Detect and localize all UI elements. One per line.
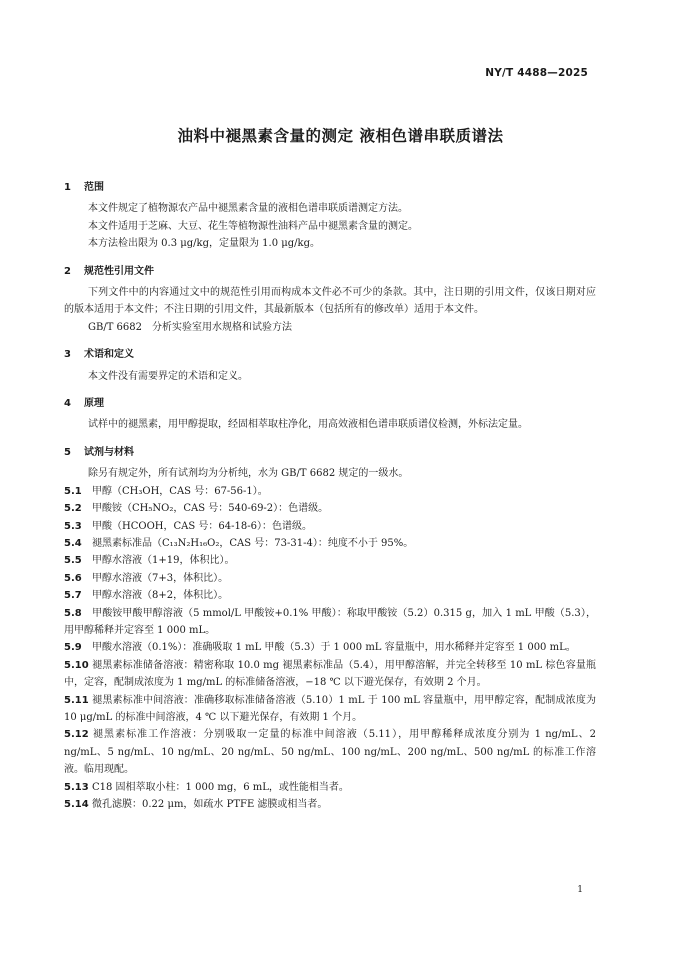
item-number: 5.6 xyxy=(64,572,82,584)
terms-paragraph: 本文件没有需要界定的术语和定义。 xyxy=(88,370,248,382)
item-text: 甲酸铵（CH₅NO₂，CAS 号：540-69-2）：色谱级。 xyxy=(92,503,329,515)
item-text: 褪黑素标准工作溶液：分别吸取一定量的标准中间溶液（5.11），用甲醇稀释成浓度分别为 1 ng/mL、2 ng/mL、5 ng/mL、10 ng/mL、20 ng/mL、50 ng/mL、100 ng/mL、200 ng/mL、500 ng/mL 的标准工作溶液。临用现配。 xyxy=(64,729,596,776)
reagent-item xyxy=(64,605,596,640)
reagent-item xyxy=(64,639,596,656)
reagents-paragraph: 除另有规定外，所有试剂均为分析纯，水为 GB/T 6682 规定的一级水。 xyxy=(88,468,409,480)
item-number: 5.13 xyxy=(64,781,89,793)
item-text: 甲酸（HCOOH，CAS 号：64-18-6）：色谱级。 xyxy=(92,520,312,532)
item-number: 5.12 xyxy=(64,729,89,741)
section-number: 2 xyxy=(64,265,71,277)
reagent-item xyxy=(64,535,596,552)
section-heading-principle xyxy=(64,395,596,412)
item-text: 褪黑素标准品（C₁₃N₂H₁₆O₂，CAS 号：73-31-4）：纯度不小于 95%。 xyxy=(92,537,414,549)
section-heading-normative-references xyxy=(64,263,596,280)
reagent-item xyxy=(64,500,596,517)
scope-paragraph: 本文件适用于芝麻、大豆、花生等植物源性油料产品中褪黑素含量的测定。 xyxy=(88,220,418,232)
item-number: 5.1 xyxy=(64,485,82,497)
section-title: 术语和定义 xyxy=(84,349,134,361)
item-number: 5.9 xyxy=(64,642,82,654)
document-body xyxy=(64,176,596,813)
standard-code: NY/T 4488—2025 xyxy=(485,67,588,79)
item-number: 5.2 xyxy=(64,503,82,515)
reagent-item xyxy=(64,552,596,569)
item-number: 5.14 xyxy=(64,799,89,810)
reagent-item xyxy=(64,483,596,500)
section-heading-reagents xyxy=(64,444,596,461)
section-heading-scope xyxy=(64,179,596,196)
reagent-item xyxy=(64,692,596,727)
principle-paragraph: 试样中的褪黑素，用甲醇提取，经固相萃取柱净化，用高效液相色谱串联质谱仪检测，外标法定量。 xyxy=(88,419,528,431)
scope-paragraph: 本文件规定了植物源农产品中褪黑素含量的液相色谱串联质谱测定方法。 xyxy=(88,203,408,215)
item-text: 甲醇水溶液（7+3，体积比）。 xyxy=(92,572,229,584)
item-text: C18 固相萃取小柱：1 000 mg，6 mL，或性能相当者。 xyxy=(92,781,349,793)
reference-entry: GB/T 6682 分析实验室用水规格和试验方法 xyxy=(88,321,293,333)
section-title: 规范性引用文件 xyxy=(84,265,154,277)
item-text: 甲醇水溶液（8+2，体积比）。 xyxy=(92,590,229,602)
section-title: 范围 xyxy=(84,182,104,193)
scope-paragraph: 本方法检出限为 0.3 μg/kg，定量限为 1.0 μg/kg。 xyxy=(88,238,320,250)
section-number: 4 xyxy=(64,398,71,410)
section-number: 1 xyxy=(64,182,71,193)
section-title: 试剂与材料 xyxy=(84,446,134,458)
item-number: 5.3 xyxy=(64,520,82,532)
reagent-item xyxy=(64,570,596,587)
document-title: 油料中褪黑素含量的测定 液相色谱串联质谱法 xyxy=(177,127,504,145)
section-number: 3 xyxy=(64,349,71,361)
page-number: 1 xyxy=(577,885,583,895)
reagent-item xyxy=(64,587,596,604)
item-text: 褪黑素标准储备溶液：精密称取 10.0 mg 褪黑素标准品（5.4），用甲醇溶解，并完全转移至 10 mL 棕色容量瓶中，定容，配制成浓度为 1 mg/mL 的标准储备溶液，−18 ℃ 以下避光保存，有效期 2 个月。 xyxy=(64,659,596,689)
item-number: 5.7 xyxy=(64,590,82,602)
item-text: 甲酸铵甲酸甲醇溶液（5 mmol/L 甲酸铵+0.1% 甲酸）：称取甲酸铵（5.2）0.315 g，加入 1 mL 甲酸（5.3），用甲醇稀释并定容至 1 000 mL。 xyxy=(64,607,596,636)
item-number: 5.11 xyxy=(64,694,89,706)
item-number: 5.5 xyxy=(64,555,82,567)
item-number: 5.4 xyxy=(64,537,82,549)
reagent-item xyxy=(64,657,596,692)
item-text: 甲醇（CH₃OH，CAS 号：67-56-1）。 xyxy=(92,485,268,497)
section-heading-terms xyxy=(64,346,596,363)
item-text: 褪黑素标准中间溶液：准确移取标准储备溶液（5.10）1 mL 于 100 mL 容量瓶中，用甲醇定容，配制成浓度为 10 μg/mL 的标准中间溶液，4 ℃ 以下避光保存，有效期 1 个月。 xyxy=(64,694,596,723)
reagent-item xyxy=(64,779,596,796)
section-title: 原理 xyxy=(84,398,104,410)
references-paragraph: 下列文件中的内容通过文中的规范性引用而构成本文件必不可少的条款。其中，注日期的引用文件，仅该日期对应的版本适用于本文件；不注日期的引用文件，其最新版本（包括所有的修改单）适用于本文件。 xyxy=(64,287,596,316)
reagent-item xyxy=(64,726,596,778)
item-number: 5.8 xyxy=(64,607,82,619)
reagent-item xyxy=(64,518,596,535)
item-text: 甲酸水溶液（0.1%）：准确吸取 1 mL 甲酸（5.3）于 1 000 mL 容量瓶中，用水稀释并定容至 1 000 mL。 xyxy=(92,642,576,654)
item-text: 微孔滤膜：0.22 μm，如疏水 PTFE 滤膜或相当者。 xyxy=(92,799,328,810)
item-number: 5.10 xyxy=(64,659,89,671)
item-text: 甲醇水溶液（1+19，体积比）。 xyxy=(92,555,235,567)
reagent-item xyxy=(64,796,596,813)
section-number: 5 xyxy=(64,446,71,458)
